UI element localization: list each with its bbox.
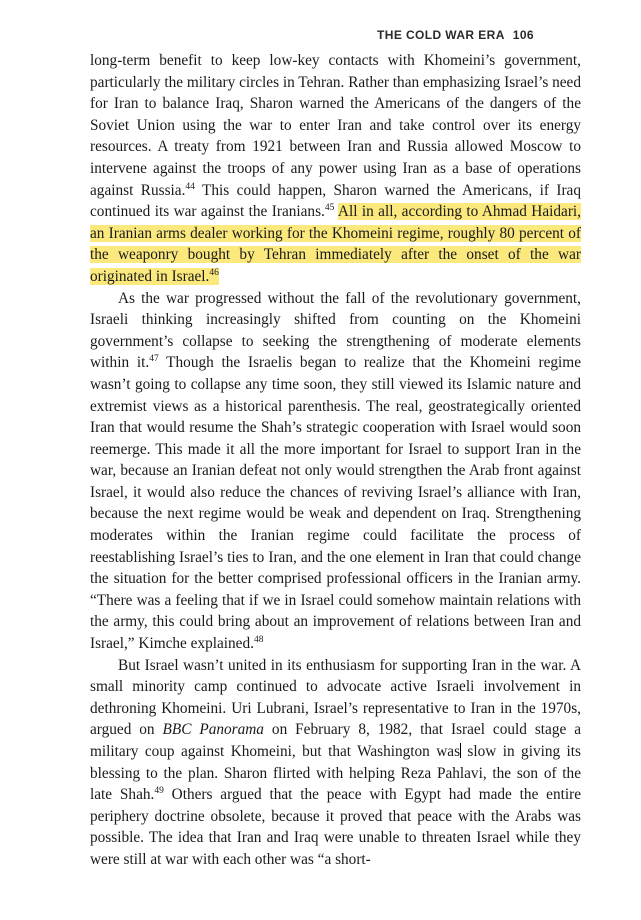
p3-sentence-3: slow in giving its blessing to the plan. Sharon flirted with helping Reza Pahlavi, the son of the late Shah. [90,743,581,804]
body-text [90,50,581,871]
paragraph-2 [90,288,581,655]
footnote-ref-47[interactable]: 47 [149,354,159,365]
p3-sentence-1: But Israel wasn’t united in its enthusiasm for supporting Iran in the war. A small minority camp continued to advocate active Israeli involvement in dethroning Khomeini. Uri Lubrani, Israel’s representative to Iran in the 1970s, argued on [90,656,581,739]
footnote-ref-45[interactable]: 45 [324,203,335,214]
highlight-text: All in all, according to Ahmad Haidari, an Iranian arms dealer working for the Khomeini regime, roughly 80 percent of the weaponry bought by Tehran immediately after the onset of the war originated in Israel. [90,203,581,285]
footnote-ref-46[interactable]: 46 [209,267,219,278]
p1-sentence-1: long-term benefit to keep low-key contacts with Khomeini’s government, particularly the military circles in Tehran. Rather than emphasizing Israel’s need for Iran to balance Iraq, Sharon warned the Americans of the dangers of the Soviet Union using the war to enter Iran and take control over its energy resources. A treaty from 1921 between Iran and Russia allowed Moscow to intervene against the troops of any power using Iran as a base of operations against Russia. [90,52,581,199]
page-number: 106 [512,28,534,42]
footnote-ref-49[interactable]: 49 [154,786,164,797]
paragraph-3 [90,655,581,871]
p2-sentence-1: As the war progressed without the fall of the revolutionary government, Israeli thinking increasingly shifted from counting on the Khomeini government’s collapse to seeking the strengthening of moderate elements within it. [90,289,581,372]
paragraph-1 [90,50,581,288]
p1-sentence-2: This could happen, Sharon warned the Americans, if Iraq continued its war against the Iranians. [90,181,581,221]
footnote-ref-48[interactable]: 48 [253,635,264,646]
p3-sentence-2: on February 8, 1982, that Israel could stage a military coup against Khomeini, but that Washington was [90,721,581,760]
chapter-title: THE COLD WAR ERA [377,28,505,42]
running-header [377,28,534,42]
program-title: BBC Panorama [162,721,264,739]
p3-sentence-4: Others argued that the peace with Egypt had made the entire periphery doctrine obsolete, because it proved that peace with the Arabs was possible. The idea that Iran and Iraq were unable to threaten Israel while they were still at war with each other was “a short- [90,786,582,868]
footnote-ref-44[interactable]: 44 [185,181,195,192]
p2-body: Though the Israelis began to realize that the Khomeini regime wasn’t going to collapse any time soon, they still viewed its Islamic nature and extremist views as a historical parenthesis. The real, geostrategically oriented Iran that would resume the Shah’s strategic cooperation with Israel would soon reemerge. This made it all the more important for Israel to support Iran in the war, because an Iranian defeat not only would strengthen the Arab front against Israel, it would also reduce the chances of reviving Israel’s alliance with Iran, because the next regime would be weak and dependent on Iraq. Strengthening moderates within the Iranian regime could facilitate the process of reestablishing Israel’s ties to Iran, and the one element in Iran that could change the situation for the better comprised professional officers in the Iranian army. “There was a feeling that if we in Israel could somehow maintain relations with the army, this could bring about an improvement of relations between Iran and Israel,” Kimche explained. [90,354,581,653]
